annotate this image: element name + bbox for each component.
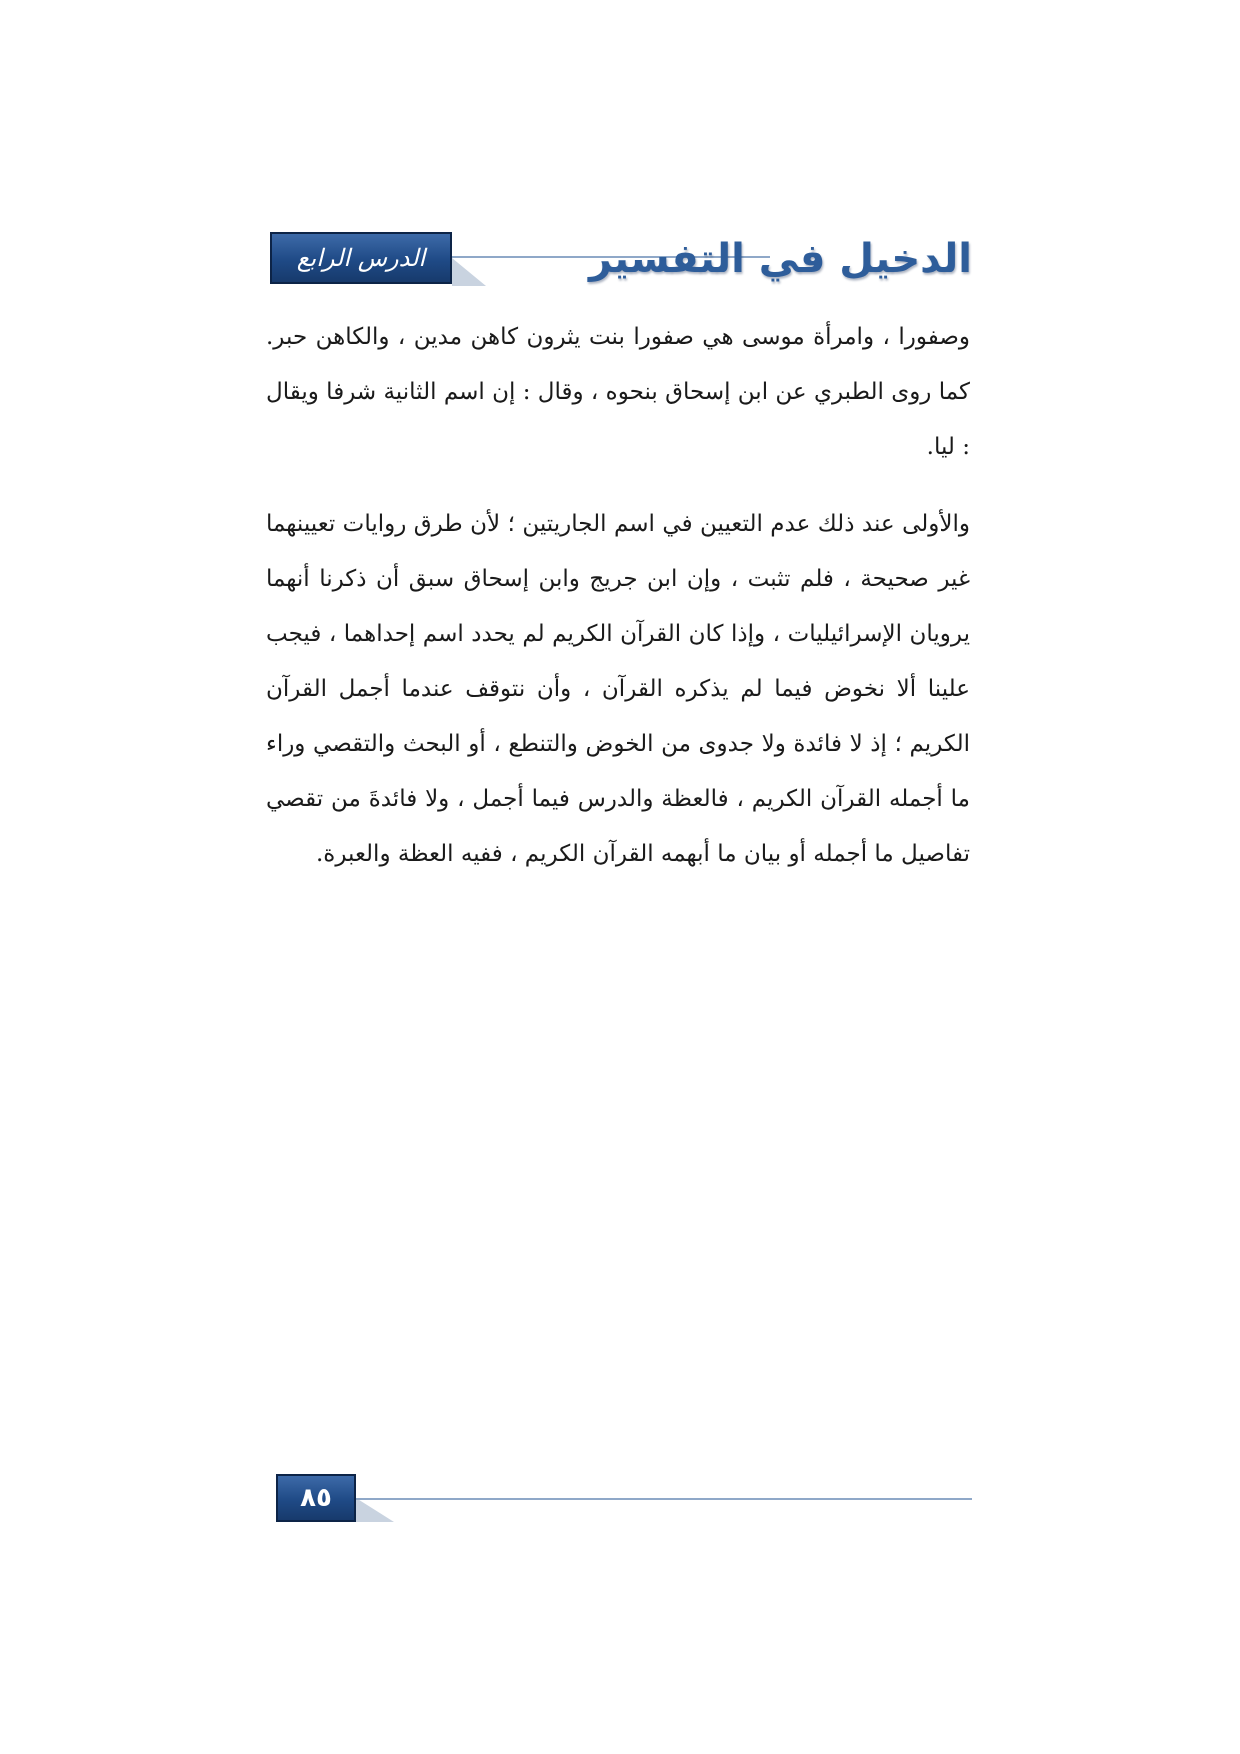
page-number: ٨٥ [300,1483,332,1513]
main-text [266,310,970,882]
book-title: الدخيل في التفسير [589,236,972,282]
paragraph-1: وصفورا ، وامرأة موسى هي صفورا بنت يثرون كاهن مدين ، والكاهن حبر. كما روى الطبري عن ابن إسحاق بنحوه ، وقال : إن اسم الثانية شرفا ويقال : ليا. [266,324,970,460]
paragraph-2: والأولى عند ذلك عدم التعيين في اسم الجاريتين ؛ لأن طرق روايات تعيينهما غير صحيحة ، فلم تثبت ، وإن ابن جريج وابن إسحاق سبق أن ذكرنا أنهما يرويان الإسرائيليات ، وإذا كان القرآن الكريم لم يحدد اسم إحداهما ، فيجب علينا ألا نخوض فيما لم يذكره القرآن ، وأن نتوقف عندما أجمل القرآن الكريم ؛ إذ لا فائدة ولا جدوى من الخوض والتنطع ، أو البحث والتقصي وراء ما أجمله القرآن الكريم ، فالعظة والدرس فيما أجمل ، ولا فائدةَ من تقصي تفاصيل ما أجمله أو بيان ما أبهمه القرآن الكريم ، ففيه العظة والعبرة. [266,511,970,867]
lesson-badge [270,232,452,284]
footer-divider [356,1498,972,1500]
footer-shadow [356,1498,394,1522]
page-header [270,228,972,290]
page-number-box [276,1474,356,1522]
badge-shadow [452,258,486,286]
page-footer [276,1474,972,1530]
lesson-label: الدرس الرابع [296,244,426,272]
